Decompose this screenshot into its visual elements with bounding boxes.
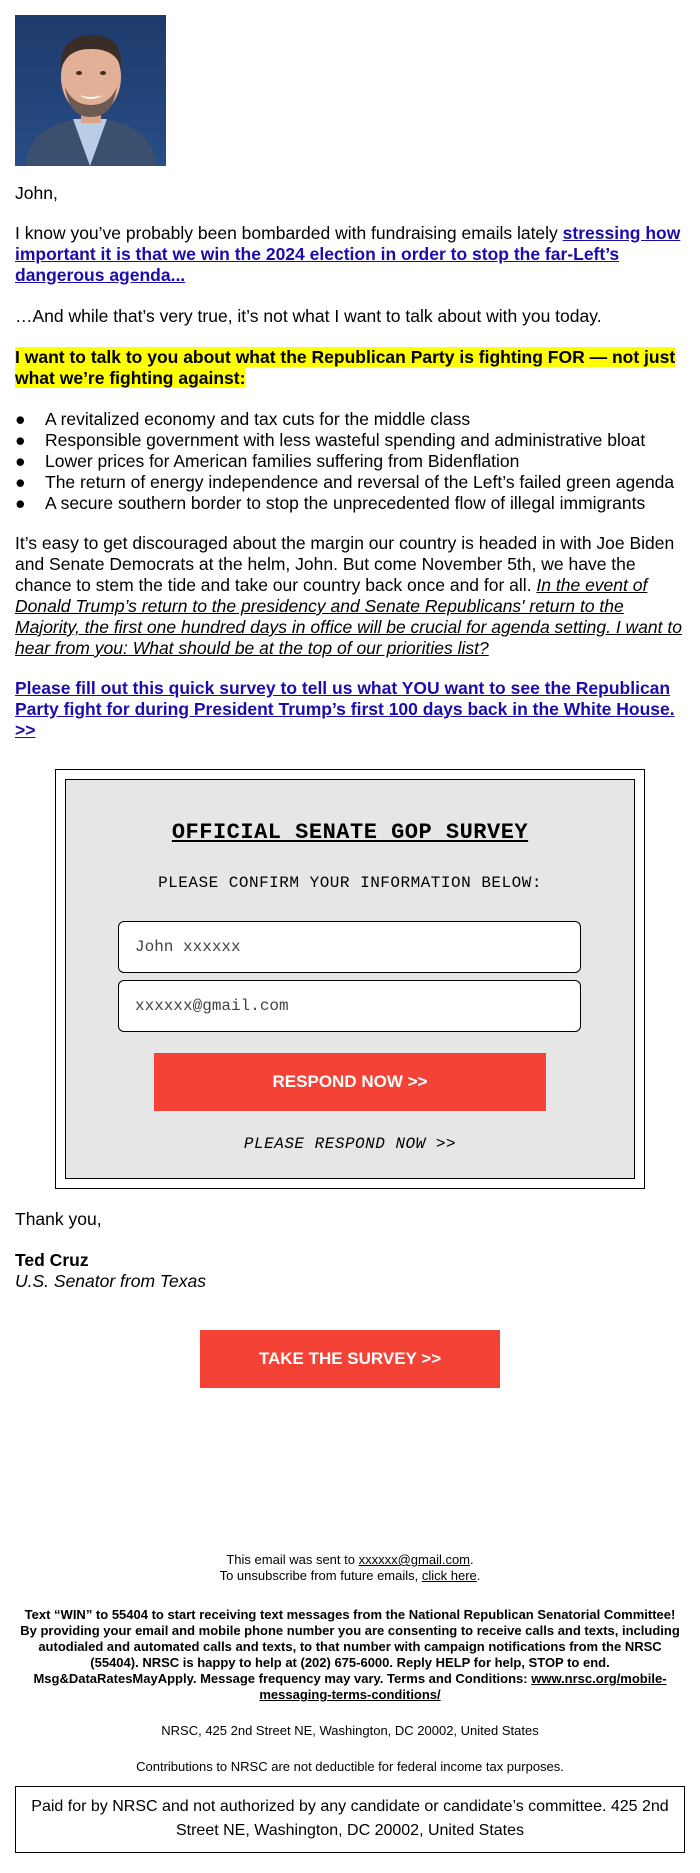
survey-subtitle: PLEASE CONFIRM YOUR INFORMATION BELOW:: [158, 874, 542, 892]
sender-photo: [15, 15, 166, 166]
bullet-icon: ●: [15, 451, 26, 471]
bullet-icon: ●: [15, 409, 26, 429]
respond-now-button[interactable]: RESPOND NOW >>: [154, 1053, 546, 1111]
sent-notice: This email was sent to xxxxxx@gmail.com.: [226, 1552, 474, 1567]
bullet-icon: ●: [15, 472, 26, 492]
highlight-paragraph: [15, 347, 685, 389]
recipient-email-link[interactable]: xxxxxx@gmail.com: [358, 1552, 471, 1567]
emphasis-text: In the event of Donald Trump’s return to the presidency and Senate Republicans' return to the Majority, the first one hundred days in office will be crucial for agenda setting. I want to hear from you: What should be at the top of our priorities list?: [15, 575, 682, 658]
terms-link[interactable]: www.nrsc.org/mobile-messaging-terms-conditions/: [259, 1671, 667, 1702]
tax-disclaimer: Contributions to NRSC are not deductible for federal income tax purposes.: [136, 1759, 564, 1774]
intro-text: I know you’ve probably been bombarded with fundraising emails lately: [15, 223, 563, 243]
survey-panel[interactable]: [65, 779, 635, 1179]
highlighted-text: I want to talk to you about what the Republican Party is fighting FOR — not just what we’re fighting against:: [15, 347, 676, 388]
email-body: [15, 15, 685, 1388]
context-paragraph: It’s easy to get discouraged about the margin our country is headed in with Joe Biden and Senate Democrats at the helm, John. But come November 5th, we have the chance to stem the tide and take our country back once and for all. In the event of Donald Trump’s return to the presidency and Senate Republicans' return to the Majority, the first one hundred days in office will be crucial for agenda setting. I want to hear from you: What should be at the top of our priorities list?: [15, 533, 682, 658]
survey-box[interactable]: [55, 769, 645, 1189]
list-item: ● The return of energy independence and reversal of the Left’s failed green agenda: [15, 472, 675, 492]
intro-paragraph: [15, 223, 685, 286]
list-item: ● Responsible government with less wasteful spending and administrative bloat: [15, 430, 646, 450]
greeting: John,: [15, 183, 58, 203]
list-item: ● Lower prices for American families suffering from Bidenflation: [15, 451, 520, 471]
email-field[interactable]: xxxxxx@gmail.com: [118, 980, 581, 1032]
paid-for-disclaimer: Paid for by NRSC and not authorized by any candidate or candidate’s committee. 425 2nd Street NE, Washington, DC 20002, United States: [15, 1786, 685, 1853]
transition-paragraph: …And while that’s very true, it’s not what I want to talk about with you today.: [15, 306, 602, 326]
take-survey-button[interactable]: TAKE THE SURVEY >>: [200, 1330, 500, 1388]
footer: [0, 1552, 700, 1775]
bullet-icon: ●: [15, 493, 26, 513]
bullet-icon: ●: [15, 430, 26, 450]
unsubscribe-link[interactable]: click here: [421, 1568, 477, 1583]
survey-cta-paragraph: [15, 678, 685, 741]
agenda-link[interactable]: stressing how important it is that we win the 2024 election in order to stop the far-Left’s dangerous agenda...: [15, 223, 681, 285]
list-item: ● A secure southern border to stop the unprecedented flow of illegal immigrants: [15, 493, 646, 513]
signature-title: U.S. Senator from Texas: [15, 1271, 206, 1291]
survey-title: OFFICIAL SENATE GOP SURVEY: [171, 820, 529, 845]
unsubscribe-notice: To unsubscribe from future emails, click here.: [219, 1568, 481, 1583]
name-field[interactable]: John xxxxxx: [118, 921, 581, 973]
survey-link[interactable]: Please fill out this quick survey to tell us what YOU want to see the Republican Party fight for during President Trump’s first 100 days back in the White House. >>: [15, 678, 675, 740]
respond-now-link[interactable]: PLEASE RESPOND NOW >>: [243, 1135, 457, 1153]
closing: Thank you,: [15, 1209, 102, 1229]
mailing-address: NRSC, 425 2nd Street NE, Washington, DC 20002, United States: [161, 1723, 539, 1738]
signature-name: Ted Cruz: [15, 1250, 89, 1270]
priorities-list: [15, 409, 685, 514]
list-item: ● A revitalized economy and tax cuts for the middle class: [15, 409, 471, 429]
sms-disclaimer: Text “WIN” to 55404 to start receiving text messages from the National Republican Senatorial Committee! By providing your email and mobile phone number you are consenting to receive calls and texts, including autodialed and automated calls and texts, to that number with campaign notifications from the NRSC (55404). NRSC is happy to help at (202) 675-6000. Reply HELP for help, STOP to end. Msg&DataRatesMayApply. Message frequency may vary. Terms and Conditions: www.nrsc.org/mobile-messaging-terms-conditions/: [20, 1607, 680, 1702]
